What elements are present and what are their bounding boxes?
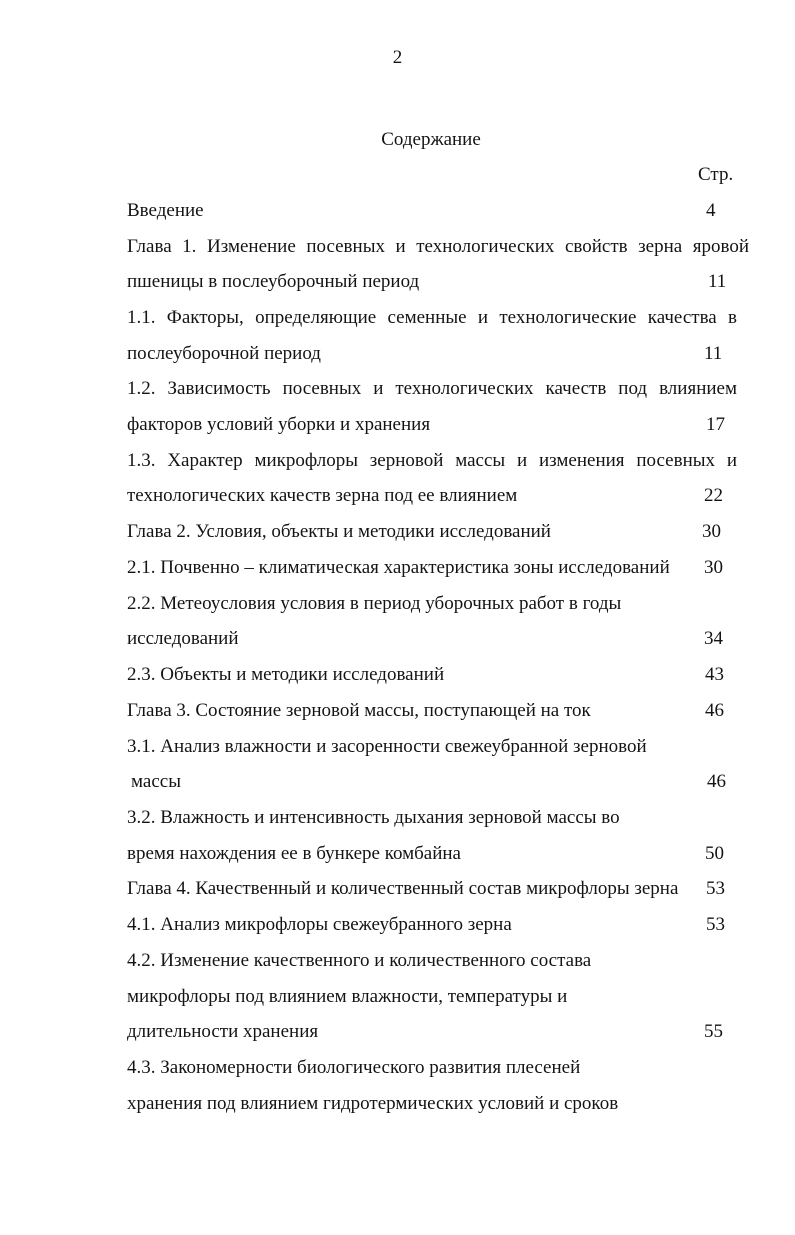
toc-line: 2.3. Объекты и методики исследований [127,664,445,685]
toc-page-number: 43 [705,664,724,685]
toc-line: Глава 1. Изменение посевных и технологических свойств зерна яровой [127,236,749,257]
toc-page-number: 22 [704,485,723,506]
toc-line: хранения под влиянием гидротермических условий и сроков [127,1093,619,1114]
toc-page-number: 30 [704,557,723,578]
toc-page-number: 34 [704,628,723,649]
toc-line: Глава 3. Состояние зерновой массы, поступающей на ток [127,700,591,721]
toc-line: послеуборочной период [127,343,321,364]
toc-line: 1.2. Зависимость посевных и технологических качеств под влиянием [127,378,737,399]
toc-line: микрофлоры под влиянием влажности, температуры и [127,986,568,1007]
toc-page-number: 46 [707,771,726,792]
toc-line: 3.2. Влажность и интенсивность дыхания зерновой массы во [127,807,620,828]
toc-line: длительности хранения [127,1021,319,1042]
toc-page-number: 17 [706,414,725,435]
toc-line: Глава 4. Качественный и количественный состав микрофлоры зерна [127,878,679,899]
toc-page-number: 4 [706,200,716,221]
toc-line: Глава 2. Условия, объекты и методики исследований [127,521,551,542]
toc-page-number: 11 [704,343,723,364]
toc-page-number: 53 [706,914,725,935]
toc-page-number: 46 [705,700,724,721]
toc-line: массы [131,771,181,792]
toc-page-number: 11 [708,271,727,292]
page-column-label: Стр. [698,164,734,185]
toc-line: 2.1. Почвенно – климатическая характеристика зоны исследований [127,557,670,578]
toc-line: факторов условий уборки и хранения [127,414,431,435]
toc-line: время нахождения ее в бункере комбайна [127,843,461,864]
toc-line: исследований [127,628,239,649]
toc-line: 1.1. Факторы, определяющие семенные и технологические качества в [127,307,737,328]
toc-page-number: 55 [704,1021,723,1042]
toc-line: 4.3. Закономерности биологического развития плесеней [127,1057,581,1078]
toc-line: 2.2. Метеоусловия условия в период уборочных работ в годы [127,593,622,614]
page-title: Содержание [381,129,481,150]
toc-line: пшеницы в послеуборочный период [127,271,420,292]
toc-page-number: 30 [702,521,721,542]
toc-line: Введение [127,200,204,221]
toc-line: 4.1. Анализ микрофлоры свежеубранного зерна [127,914,512,935]
toc-line: 3.1. Анализ влажности и засоренности свежеубранной зерновой [127,736,647,757]
toc-page-number: 53 [706,878,725,899]
toc-line: 1.3. Характер микрофлоры зерновой массы и изменения посевных и [127,450,737,471]
toc-line: 4.2. Изменение качественного и количественного состава [127,950,592,971]
page-number: 2 [392,47,403,68]
toc-line: технологических качеств зерна под ее влиянием [127,485,518,506]
toc-page-number: 50 [705,843,724,864]
